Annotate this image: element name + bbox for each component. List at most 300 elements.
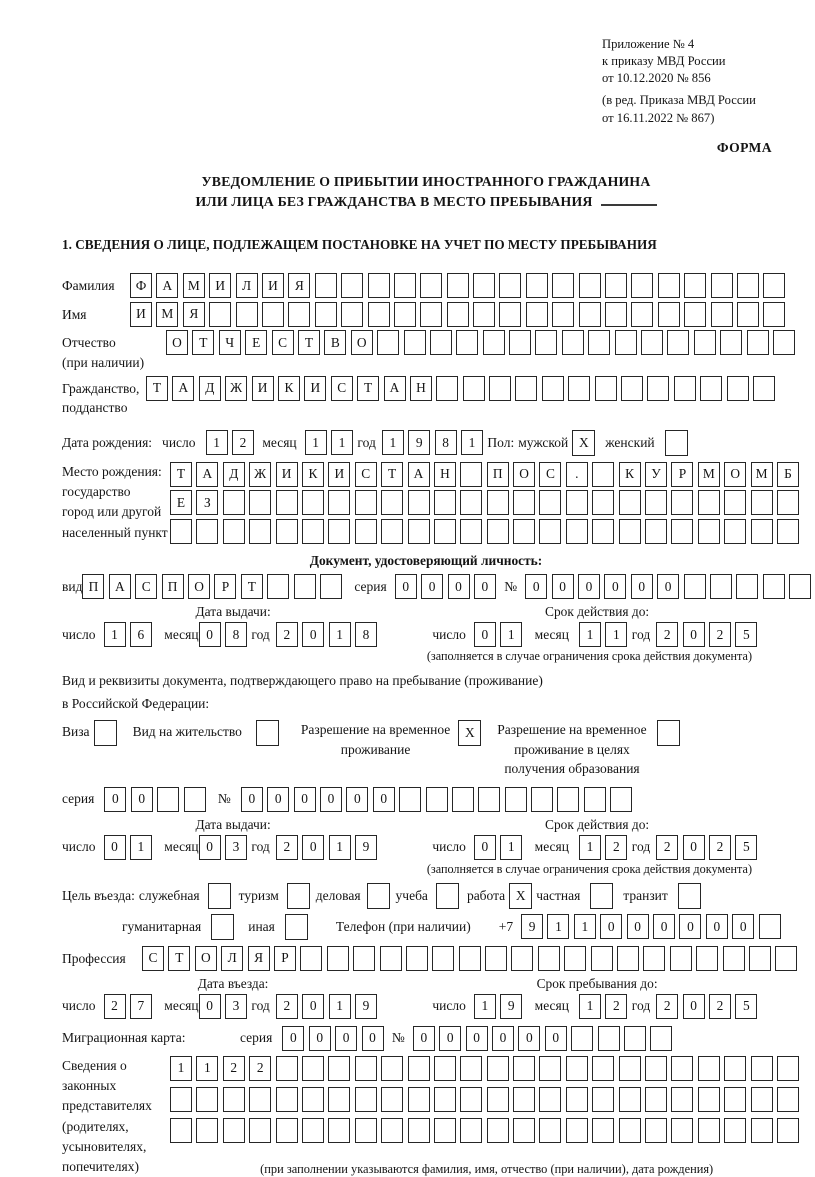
char-cell[interactable] xyxy=(377,330,399,355)
char-cell[interactable] xyxy=(513,1118,535,1143)
char-cell[interactable] xyxy=(513,490,535,515)
char-cell[interactable] xyxy=(223,490,245,515)
char-cell[interactable] xyxy=(647,376,669,401)
char-cell[interactable]: 0 xyxy=(474,574,496,599)
char-cell[interactable] xyxy=(328,490,350,515)
char-cell[interactable]: М xyxy=(751,462,773,487)
char-cell[interactable] xyxy=(684,273,706,298)
char-cell[interactable] xyxy=(592,490,614,515)
char-cell[interactable] xyxy=(584,787,606,812)
char-cell[interactable] xyxy=(485,946,507,971)
char-cell[interactable]: У xyxy=(645,462,667,487)
char-cell[interactable] xyxy=(658,302,680,327)
char-cell[interactable]: 0 xyxy=(309,1026,331,1051)
char-cell[interactable] xyxy=(460,490,482,515)
char-cell[interactable] xyxy=(759,914,781,939)
char-cell[interactable] xyxy=(592,1056,614,1081)
char-cell[interactable] xyxy=(615,330,637,355)
char-cell[interactable]: 1 xyxy=(206,430,228,455)
char-cell[interactable] xyxy=(276,1056,298,1081)
char-cell[interactable]: 8 xyxy=(225,622,247,647)
char-cell[interactable] xyxy=(621,376,643,401)
char-cell[interactable]: 1 xyxy=(382,430,404,455)
char-cell[interactable]: 3 xyxy=(225,835,247,860)
char-cell[interactable] xyxy=(404,330,426,355)
char-cell[interactable] xyxy=(341,302,363,327)
char-cell[interactable] xyxy=(513,1087,535,1112)
char-cell[interactable]: И xyxy=(130,302,152,327)
char-cell[interactable]: 1 xyxy=(579,622,601,647)
char-cell[interactable] xyxy=(579,302,601,327)
char-cell[interactable] xyxy=(751,1118,773,1143)
char-cell[interactable]: А xyxy=(172,376,194,401)
char-cell[interactable] xyxy=(302,1118,324,1143)
char-cell[interactable] xyxy=(619,1087,641,1112)
char-cell[interactable] xyxy=(571,1026,593,1051)
char-cell[interactable]: 1 xyxy=(329,835,351,860)
char-cell[interactable] xyxy=(751,519,773,544)
char-cell[interactable]: И xyxy=(209,273,231,298)
char-cell[interactable] xyxy=(645,490,667,515)
char-cell[interactable] xyxy=(671,1056,693,1081)
char-cell[interactable] xyxy=(723,946,745,971)
char-cell[interactable]: И xyxy=(276,462,298,487)
char-cell[interactable] xyxy=(408,1118,430,1143)
char-cell[interactable]: А xyxy=(384,376,406,401)
char-cell[interactable]: М xyxy=(698,462,720,487)
char-cell[interactable] xyxy=(763,574,785,599)
char-cell[interactable]: 1 xyxy=(547,914,569,939)
char-cell[interactable]: Ч xyxy=(219,330,241,355)
char-cell[interactable]: О xyxy=(513,462,535,487)
char-cell[interactable]: И xyxy=(252,376,274,401)
char-cell[interactable] xyxy=(531,787,553,812)
char-cell[interactable]: 0 xyxy=(552,574,574,599)
char-cell[interactable] xyxy=(452,787,474,812)
char-cell[interactable] xyxy=(276,519,298,544)
char-cell[interactable] xyxy=(751,1056,773,1081)
char-cell[interactable] xyxy=(671,490,693,515)
char-cell[interactable]: 0 xyxy=(474,835,496,860)
char-cell[interactable]: Т xyxy=(168,946,190,971)
char-cell[interactable] xyxy=(566,1087,588,1112)
char-cell[interactable]: 1 xyxy=(104,622,126,647)
char-cell[interactable] xyxy=(645,1118,667,1143)
char-cell[interactable] xyxy=(380,946,402,971)
char-cell[interactable] xyxy=(610,787,632,812)
char-cell[interactable]: И xyxy=(262,273,284,298)
char-cell[interactable]: 0 xyxy=(604,574,626,599)
char-cell[interactable] xyxy=(694,330,716,355)
char-cell[interactable] xyxy=(499,302,521,327)
purpose-official-checkbox[interactable] xyxy=(208,883,231,909)
char-cell[interactable]: 2 xyxy=(656,835,678,860)
char-cell[interactable]: Д xyxy=(199,376,221,401)
char-cell[interactable] xyxy=(684,302,706,327)
char-cell[interactable]: Т xyxy=(381,462,403,487)
char-cell[interactable] xyxy=(426,787,448,812)
char-cell[interactable] xyxy=(487,490,509,515)
char-cell[interactable]: 2 xyxy=(276,835,298,860)
char-cell[interactable]: 0 xyxy=(600,914,622,939)
char-cell[interactable] xyxy=(566,519,588,544)
char-cell[interactable]: 1 xyxy=(474,994,496,1019)
char-cell[interactable] xyxy=(591,946,613,971)
char-cell[interactable] xyxy=(328,1056,350,1081)
char-cell[interactable]: М xyxy=(183,273,205,298)
char-cell[interactable] xyxy=(619,519,641,544)
char-cell[interactable] xyxy=(711,273,733,298)
char-cell[interactable] xyxy=(489,376,511,401)
char-cell[interactable]: 1 xyxy=(196,1056,218,1081)
char-cell[interactable] xyxy=(276,490,298,515)
char-cell[interactable] xyxy=(381,1118,403,1143)
purpose-transit-checkbox[interactable] xyxy=(678,883,701,909)
char-cell[interactable]: 2 xyxy=(656,994,678,1019)
char-cell[interactable]: 0 xyxy=(413,1026,435,1051)
char-cell[interactable]: 2 xyxy=(232,430,254,455)
char-cell[interactable]: 0 xyxy=(525,574,547,599)
char-cell[interactable] xyxy=(447,273,469,298)
char-cell[interactable] xyxy=(775,946,797,971)
char-cell[interactable] xyxy=(434,519,456,544)
char-cell[interactable] xyxy=(276,1087,298,1112)
char-cell[interactable]: 2 xyxy=(249,1056,271,1081)
char-cell[interactable]: Т xyxy=(357,376,379,401)
char-cell[interactable]: Ж xyxy=(225,376,247,401)
char-cell[interactable]: Т xyxy=(298,330,320,355)
char-cell[interactable] xyxy=(773,330,795,355)
char-cell[interactable] xyxy=(720,330,742,355)
char-cell[interactable] xyxy=(579,273,601,298)
char-cell[interactable]: 2 xyxy=(709,835,731,860)
char-cell[interactable] xyxy=(473,302,495,327)
char-cell[interactable] xyxy=(223,1087,245,1112)
char-cell[interactable]: 0 xyxy=(267,787,289,812)
char-cell[interactable] xyxy=(368,302,390,327)
residence-permit-checkbox[interactable] xyxy=(256,720,279,746)
char-cell[interactable]: 9 xyxy=(521,914,543,939)
char-cell[interactable]: 0 xyxy=(653,914,675,939)
char-cell[interactable] xyxy=(249,490,271,515)
char-cell[interactable] xyxy=(650,1026,672,1051)
char-cell[interactable] xyxy=(460,462,482,487)
char-cell[interactable]: 0 xyxy=(466,1026,488,1051)
char-cell[interactable]: 0 xyxy=(492,1026,514,1051)
char-cell[interactable] xyxy=(487,1056,509,1081)
char-cell[interactable]: И xyxy=(328,462,350,487)
char-cell[interactable] xyxy=(381,519,403,544)
char-cell[interactable]: Я xyxy=(248,946,270,971)
char-cell[interactable]: С xyxy=(355,462,377,487)
purpose-private-checkbox[interactable] xyxy=(590,883,613,909)
char-cell[interactable] xyxy=(327,946,349,971)
char-cell[interactable]: 1 xyxy=(579,994,601,1019)
char-cell[interactable] xyxy=(408,490,430,515)
char-cell[interactable] xyxy=(196,1118,218,1143)
char-cell[interactable] xyxy=(592,462,614,487)
char-cell[interactable] xyxy=(355,1118,377,1143)
char-cell[interactable] xyxy=(539,1056,561,1081)
char-cell[interactable] xyxy=(777,519,799,544)
char-cell[interactable] xyxy=(535,330,557,355)
char-cell[interactable] xyxy=(170,1087,192,1112)
char-cell[interactable] xyxy=(456,330,478,355)
char-cell[interactable] xyxy=(249,519,271,544)
char-cell[interactable] xyxy=(483,330,505,355)
char-cell[interactable] xyxy=(157,787,179,812)
char-cell[interactable] xyxy=(641,330,663,355)
char-cell[interactable] xyxy=(727,376,749,401)
char-cell[interactable] xyxy=(267,574,289,599)
char-cell[interactable] xyxy=(539,519,561,544)
char-cell[interactable] xyxy=(700,376,722,401)
char-cell[interactable] xyxy=(552,273,574,298)
char-cell[interactable]: И xyxy=(304,376,326,401)
female-checkbox[interactable] xyxy=(665,430,688,456)
char-cell[interactable] xyxy=(434,1118,456,1143)
char-cell[interactable]: П xyxy=(162,574,184,599)
char-cell[interactable]: 0 xyxy=(199,835,221,860)
char-cell[interactable] xyxy=(236,302,258,327)
char-cell[interactable] xyxy=(436,376,458,401)
char-cell[interactable] xyxy=(460,519,482,544)
char-cell[interactable] xyxy=(328,1087,350,1112)
char-cell[interactable]: 0 xyxy=(199,622,221,647)
char-cell[interactable] xyxy=(473,273,495,298)
char-cell[interactable]: П xyxy=(487,462,509,487)
char-cell[interactable] xyxy=(355,490,377,515)
char-cell[interactable] xyxy=(288,302,310,327)
char-cell[interactable] xyxy=(223,1118,245,1143)
char-cell[interactable]: 3 xyxy=(225,994,247,1019)
char-cell[interactable] xyxy=(698,490,720,515)
char-cell[interactable]: С xyxy=(142,946,164,971)
char-cell[interactable] xyxy=(328,519,350,544)
char-cell[interactable] xyxy=(777,1056,799,1081)
char-cell[interactable]: 0 xyxy=(373,787,395,812)
char-cell[interactable] xyxy=(696,946,718,971)
char-cell[interactable] xyxy=(605,273,627,298)
char-cell[interactable] xyxy=(223,519,245,544)
char-cell[interactable] xyxy=(724,519,746,544)
char-cell[interactable] xyxy=(499,273,521,298)
char-cell[interactable]: А xyxy=(408,462,430,487)
char-cell[interactable] xyxy=(355,1087,377,1112)
char-cell[interactable] xyxy=(595,376,617,401)
char-cell[interactable] xyxy=(355,519,377,544)
char-cell[interactable]: 0 xyxy=(679,914,701,939)
char-cell[interactable]: 5 xyxy=(735,622,757,647)
char-cell[interactable]: Ж xyxy=(249,462,271,487)
char-cell[interactable] xyxy=(302,1056,324,1081)
char-cell[interactable] xyxy=(724,490,746,515)
char-cell[interactable]: 0 xyxy=(578,574,600,599)
char-cell[interactable] xyxy=(511,946,533,971)
char-cell[interactable] xyxy=(564,946,586,971)
char-cell[interactable]: 2 xyxy=(709,994,731,1019)
char-cell[interactable]: 0 xyxy=(683,622,705,647)
char-cell[interactable] xyxy=(598,1026,620,1051)
char-cell[interactable]: 1 xyxy=(305,430,327,455)
char-cell[interactable]: 0 xyxy=(474,622,496,647)
char-cell[interactable] xyxy=(684,574,706,599)
char-cell[interactable] xyxy=(698,1056,720,1081)
char-cell[interactable] xyxy=(539,1118,561,1143)
char-cell[interactable]: 0 xyxy=(362,1026,384,1051)
char-cell[interactable]: 9 xyxy=(500,994,522,1019)
char-cell[interactable] xyxy=(711,302,733,327)
char-cell[interactable]: О xyxy=(166,330,188,355)
char-cell[interactable] xyxy=(566,490,588,515)
char-cell[interactable]: . xyxy=(566,462,588,487)
char-cell[interactable]: Е xyxy=(245,330,267,355)
char-cell[interactable]: К xyxy=(278,376,300,401)
char-cell[interactable]: 2 xyxy=(709,622,731,647)
char-cell[interactable]: 0 xyxy=(545,1026,567,1051)
char-cell[interactable]: 0 xyxy=(302,835,324,860)
char-cell[interactable]: 8 xyxy=(355,622,377,647)
char-cell[interactable] xyxy=(170,1118,192,1143)
char-cell[interactable] xyxy=(262,302,284,327)
char-cell[interactable]: Р xyxy=(214,574,236,599)
char-cell[interactable]: К xyxy=(619,462,641,487)
char-cell[interactable] xyxy=(777,490,799,515)
char-cell[interactable]: 0 xyxy=(320,787,342,812)
char-cell[interactable]: 0 xyxy=(104,787,126,812)
char-cell[interactable] xyxy=(434,1087,456,1112)
char-cell[interactable]: 0 xyxy=(335,1026,357,1051)
char-cell[interactable]: Я xyxy=(183,302,205,327)
char-cell[interactable]: 2 xyxy=(223,1056,245,1081)
char-cell[interactable] xyxy=(505,787,527,812)
char-cell[interactable] xyxy=(539,490,561,515)
char-cell[interactable]: О xyxy=(188,574,210,599)
char-cell[interactable]: 0 xyxy=(131,787,153,812)
char-cell[interactable] xyxy=(463,376,485,401)
char-cell[interactable]: 1 xyxy=(500,835,522,860)
char-cell[interactable]: 1 xyxy=(574,914,596,939)
char-cell[interactable]: 0 xyxy=(657,574,679,599)
char-cell[interactable] xyxy=(789,574,811,599)
char-cell[interactable]: П xyxy=(82,574,104,599)
char-cell[interactable]: 0 xyxy=(294,787,316,812)
char-cell[interactable]: 1 xyxy=(461,430,483,455)
char-cell[interactable]: Е xyxy=(170,490,192,515)
char-cell[interactable]: 9 xyxy=(408,430,430,455)
purpose-humanitarian-checkbox[interactable] xyxy=(211,914,234,940)
char-cell[interactable] xyxy=(394,273,416,298)
char-cell[interactable] xyxy=(420,273,442,298)
char-cell[interactable]: 6 xyxy=(130,622,152,647)
char-cell[interactable]: О xyxy=(195,946,217,971)
char-cell[interactable]: 0 xyxy=(302,994,324,1019)
char-cell[interactable] xyxy=(777,1118,799,1143)
char-cell[interactable] xyxy=(249,1087,271,1112)
char-cell[interactable]: 1 xyxy=(170,1056,192,1081)
char-cell[interactable]: 1 xyxy=(605,622,627,647)
char-cell[interactable]: 9 xyxy=(355,994,377,1019)
char-cell[interactable]: А xyxy=(156,273,178,298)
char-cell[interactable]: Т xyxy=(192,330,214,355)
char-cell[interactable]: З xyxy=(196,490,218,515)
char-cell[interactable] xyxy=(381,1087,403,1112)
char-cell[interactable]: 0 xyxy=(421,574,443,599)
char-cell[interactable]: С xyxy=(135,574,157,599)
char-cell[interactable] xyxy=(408,1056,430,1081)
char-cell[interactable]: С xyxy=(272,330,294,355)
char-cell[interactable] xyxy=(328,1118,350,1143)
char-cell[interactable]: 0 xyxy=(104,835,126,860)
char-cell[interactable] xyxy=(592,1118,614,1143)
char-cell[interactable] xyxy=(619,1118,641,1143)
char-cell[interactable] xyxy=(667,330,689,355)
char-cell[interactable] xyxy=(698,1087,720,1112)
char-cell[interactable] xyxy=(302,519,324,544)
char-cell[interactable] xyxy=(538,946,560,971)
char-cell[interactable]: 0 xyxy=(518,1026,540,1051)
char-cell[interactable] xyxy=(592,1087,614,1112)
char-cell[interactable]: А xyxy=(109,574,131,599)
char-cell[interactable] xyxy=(557,787,579,812)
visa-checkbox[interactable] xyxy=(94,720,117,746)
char-cell[interactable] xyxy=(753,376,775,401)
char-cell[interactable]: 1 xyxy=(500,622,522,647)
char-cell[interactable] xyxy=(588,330,610,355)
char-cell[interactable] xyxy=(276,1118,298,1143)
char-cell[interactable]: 0 xyxy=(282,1026,304,1051)
char-cell[interactable]: 2 xyxy=(605,994,627,1019)
char-cell[interactable] xyxy=(459,946,481,971)
char-cell[interactable] xyxy=(399,787,421,812)
char-cell[interactable] xyxy=(539,1087,561,1112)
purpose-work-checkbox[interactable]: X xyxy=(509,883,532,909)
char-cell[interactable] xyxy=(302,490,324,515)
char-cell[interactable]: 2 xyxy=(276,994,298,1019)
char-cell[interactable] xyxy=(605,302,627,327)
char-cell[interactable] xyxy=(670,946,692,971)
char-cell[interactable]: Д xyxy=(223,462,245,487)
char-cell[interactable]: 8 xyxy=(435,430,457,455)
char-cell[interactable] xyxy=(542,376,564,401)
char-cell[interactable]: М xyxy=(156,302,178,327)
char-cell[interactable]: 1 xyxy=(329,622,351,647)
char-cell[interactable] xyxy=(658,273,680,298)
char-cell[interactable] xyxy=(763,302,785,327)
temp-permit-checkbox[interactable]: X xyxy=(458,720,481,746)
char-cell[interactable] xyxy=(368,273,390,298)
char-cell[interactable] xyxy=(408,519,430,544)
char-cell[interactable] xyxy=(381,490,403,515)
char-cell[interactable]: 5 xyxy=(735,994,757,1019)
char-cell[interactable] xyxy=(724,1118,746,1143)
char-cell[interactable] xyxy=(394,302,416,327)
char-cell[interactable] xyxy=(170,519,192,544)
char-cell[interactable] xyxy=(341,273,363,298)
char-cell[interactable] xyxy=(478,787,500,812)
purpose-business-checkbox[interactable] xyxy=(367,883,390,909)
char-cell[interactable] xyxy=(736,574,758,599)
char-cell[interactable]: 0 xyxy=(448,574,470,599)
char-cell[interactable] xyxy=(631,302,653,327)
char-cell[interactable]: 2 xyxy=(104,994,126,1019)
char-cell[interactable] xyxy=(355,1056,377,1081)
char-cell[interactable] xyxy=(562,330,584,355)
char-cell[interactable]: В xyxy=(324,330,346,355)
char-cell[interactable] xyxy=(643,946,665,971)
char-cell[interactable]: 5 xyxy=(735,835,757,860)
char-cell[interactable] xyxy=(737,273,759,298)
